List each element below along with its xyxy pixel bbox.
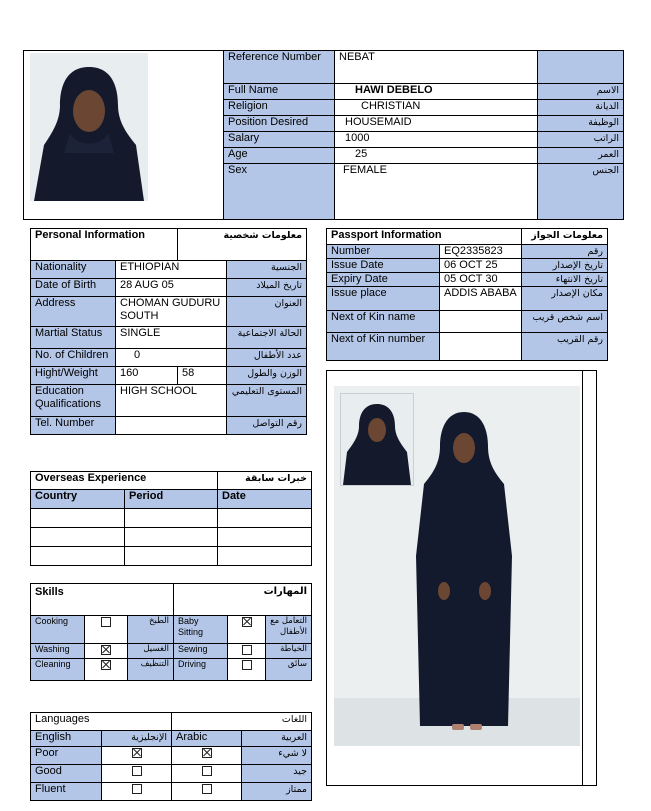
education-value: HIGH SCHOOL [116,385,227,417]
age-label: Age [224,148,335,164]
lang-english-ar: الإنجليزية [102,731,172,747]
inset-portrait-photo [340,393,414,486]
address-value: CHOMAN GUDURU SOUTH [116,297,227,327]
position-value: HOUSEMAID [335,116,538,132]
passport-number-label: Number [327,245,440,259]
dob-label: Date of Birth [31,279,116,297]
skill-cooking-cell [85,616,128,644]
height-weight-ar: الوزن والطول [227,367,307,385]
skill-cooking-label: Cooking [31,616,85,644]
age-ar: العمر [538,148,624,164]
skill-baby-ar: التعامل مع الأطفال [266,616,312,644]
lang-english-label: English [31,731,102,747]
nationality-ar: الجنسية [227,261,307,279]
kin-name-label: Next of Kin name [327,311,440,333]
fluent-arabic-checkbox[interactable] [202,784,212,794]
dob-ar: تاريخ الميلاد [227,279,307,297]
lang-arabic-label: Arabic [172,731,242,747]
languages-title: Languages [31,713,172,731]
issue-date-label: Issue Date [327,259,440,273]
good-english-cell [102,765,172,783]
full-name-ar: الاسم [538,84,624,100]
skill-sewing-label: Sewing [174,644,228,659]
marital-ar: الحالة الاجتماعية [227,327,307,349]
overseas-table [30,471,312,566]
marital-label: Martial Status [31,327,116,349]
skill-baby-label: Baby Sitting [174,616,228,644]
religion-ar: الديانة [538,100,624,116]
tel-label: Tel. Number [31,417,116,435]
header-table [23,50,624,220]
issue-date-ar: تاريخ الإصدار [522,259,608,273]
skills-section [30,583,312,681]
baby-sitting-checkbox[interactable] [242,617,252,627]
date-header: Date [218,490,312,509]
skill-baby-cell [228,616,266,644]
issue-place-label: Issue place [327,287,440,311]
skill-cooking-ar: الطبخ [128,616,174,644]
good-arabic-checkbox[interactable] [202,766,212,776]
poor-arabic-checkbox[interactable] [202,748,212,758]
cooking-checkbox[interactable] [101,617,111,627]
skills-table [30,583,312,681]
skill-cleaning-label: Cleaning [31,659,85,681]
reference-value: NEBAT [335,51,538,84]
skill-sewing-ar: الخياطة [266,644,312,659]
photo-frame-divider [582,371,583,785]
fluent-arabic-cell [172,783,242,801]
personal-info-title: Personal Information [31,229,178,261]
languages-table [30,712,312,801]
sex-ar: الجنس [538,164,624,220]
issue-place-value: ADDIS ABABA [440,287,522,311]
religion-value: CHRISTIAN [335,100,538,116]
level-poor-label: Poor [31,747,102,765]
tel-value [116,417,227,435]
passport-table [326,228,608,361]
level-fluent-label: Fluent [31,783,102,801]
expiry-date-value: 05 OCT 30 [440,273,522,287]
skill-driving-ar: سائق [266,659,312,681]
reference-label: Reference Number [224,51,335,84]
skill-washing-cell [85,644,128,659]
position-label: Position Desired [224,116,335,132]
sex-label: Sex [224,164,335,220]
washing-checkbox[interactable] [101,645,111,655]
passport-title-ar: معلومات الجواز [522,229,608,245]
reference-ar [538,51,624,84]
skill-sewing-cell [228,644,266,659]
level-good-label: Good [31,765,102,783]
personal-info-section [30,228,307,435]
height-weight-label: Hight/Weight [31,367,116,385]
issue-place-ar: مكان الإصدار [522,287,608,311]
poor-english-checkbox[interactable] [132,748,142,758]
kin-name-value [440,311,522,333]
marital-value: SINGLE [116,327,227,349]
level-poor-ar: لا شيء [242,747,312,765]
fluent-english-cell [102,783,172,801]
driving-checkbox[interactable] [242,660,252,670]
expiry-date-ar: تاريخ الانتهاء [522,273,608,287]
passport-title: Passport Information [327,229,522,245]
table-row [31,509,312,528]
fluent-english-checkbox[interactable] [132,784,142,794]
address-ar: العنوان [227,297,307,327]
height-value: 160 [116,367,178,385]
country-header: Country [31,490,125,509]
nationality-label: Nationality [31,261,116,279]
skill-cleaning-cell [85,659,128,681]
issue-date-value: 06 OCT 25 [440,259,522,273]
kin-name-ar: اسم شخص قريب [522,311,608,333]
table-row [31,547,312,566]
good-english-checkbox[interactable] [132,766,142,776]
salary-label: Salary [224,132,335,148]
education-ar: المستوى التعليمي [227,385,307,417]
level-fluent-ar: ممتاز [242,783,312,801]
children-ar: عدد الأطفال [227,349,307,367]
weight-value: 58 [178,367,227,385]
address-label: Address [31,297,116,327]
dob-value: 28 AUG 05 [116,279,227,297]
period-header: Period [125,490,218,509]
children-value: 0 [116,349,227,367]
portrait-cell [24,51,224,220]
salary-value: 1000 [335,132,538,148]
skill-washing-ar: الغسيل [128,644,174,659]
full-name-label: Full Name [224,84,335,100]
age-value: 25 [335,148,538,164]
overseas-title-ar: خبرات سابقة [218,472,312,490]
good-arabic-cell [172,765,242,783]
position-ar: الوظيفة [538,116,624,132]
poor-english-cell [102,747,172,765]
expiry-date-label: Expiry Date [327,273,440,287]
skills-title-ar: المهارات [174,584,312,616]
overseas-section [30,471,312,566]
passport-section [326,228,608,361]
sewing-checkbox[interactable] [242,645,252,655]
kin-number-ar: رقم القريب [522,333,608,361]
tel-ar: رقم التواصل [227,417,307,435]
passport-number-value: EQ2335823 [440,245,522,259]
languages-section [30,712,312,801]
salary-ar: الراتب [538,132,624,148]
skill-cleaning-ar: التنظيف [128,659,174,681]
full-name-value: HAWI DEBELO [335,84,538,100]
children-label: No. of Children [31,349,116,367]
full-body-photo [334,386,580,746]
poor-arabic-cell [172,747,242,765]
personal-info-title-ar: معلومات شخصية [178,229,307,261]
passport-number-ar: رقم [522,245,608,259]
languages-title-ar: اللغات [172,713,312,731]
table-row [31,528,312,547]
lang-arabic-ar: العربية [242,731,312,747]
overseas-title: Overseas Experience [31,472,218,490]
skill-driving-label: Driving [174,659,228,681]
photo-frame [326,370,597,786]
personal-info-table [30,228,307,435]
religion-label: Religion [224,100,335,116]
skill-driving-cell [228,659,266,681]
kin-number-value [440,333,522,361]
portrait-photo [30,53,148,201]
level-good-ar: جيد [242,765,312,783]
header-section [23,50,624,220]
cleaning-checkbox[interactable] [101,660,111,670]
skills-title: Skills [31,584,174,616]
skill-washing-label: Washing [31,644,85,659]
sex-value: FEMALE [335,164,538,220]
education-label: Education Qualifications [31,385,116,417]
nationality-value: ETHIOPIAN [116,261,227,279]
kin-number-label: Next of Kin number [327,333,440,361]
